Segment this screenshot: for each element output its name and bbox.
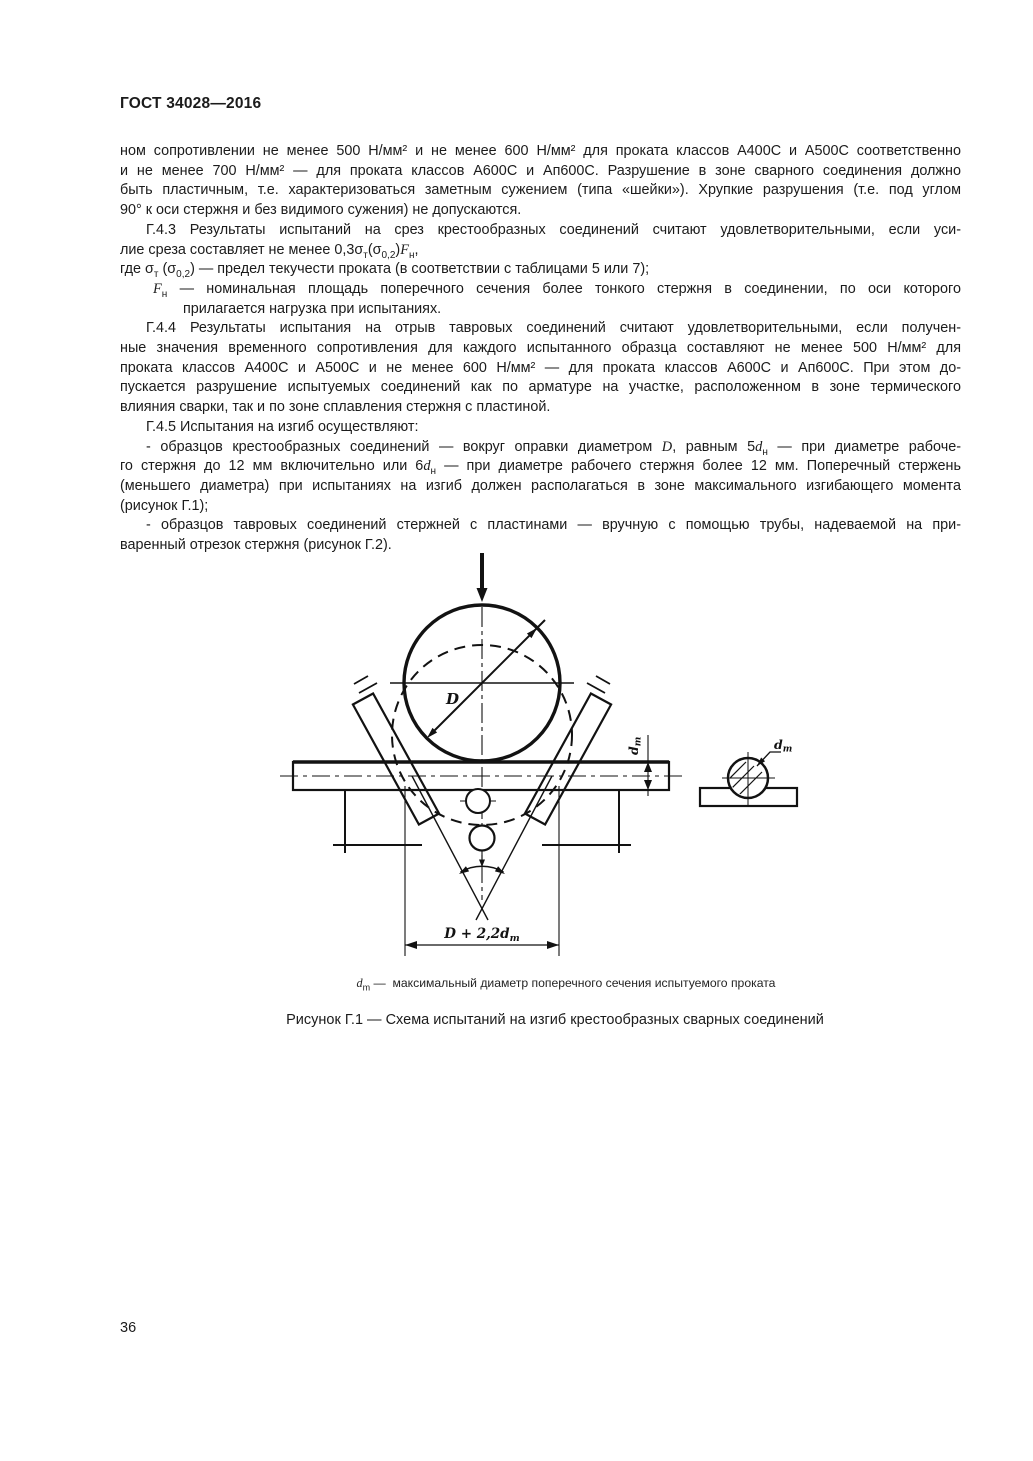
transverse-bar-final	[470, 826, 495, 851]
text-line: ные значения временного сопротивления для каждого испытанного образца составляют не менее 500 Н/мм² для	[120, 340, 961, 357]
text-line: влияния сварки, так и по зоне сплавления стержня с пластиной.	[120, 399, 551, 416]
page-number: 36	[120, 1320, 137, 1336]
text-line: варенный отрезок стержня (рисунок Г.2).	[120, 537, 392, 554]
figure-legend: $d_m$ — максимальный диаметр поперечного сечения испытуемого проката	[356, 976, 776, 993]
text-line: - образцов крестообразных соединений — вокруг оправки диаметром D, равным $5d_н$ — при диаметре рабоче-	[146, 438, 961, 458]
text-line: Г.4.4 Результаты испытания на отрыв тавровых соединений считают удовлетворительными, если получен-	[146, 320, 961, 337]
figure-g1	[270, 548, 950, 966]
text-line: проката классов А400С и А500С и не менее 600 Н/мм² — для проката классов А600С и Ап600С. При этом до-	[120, 359, 961, 376]
page-header: ГОСТ 34028—2016	[120, 95, 262, 112]
text-line: (рисунок Г.1);	[120, 497, 209, 514]
span-label: $D + 2,2d_m$	[444, 926, 520, 944]
mandrel-diameter-dimension	[427, 620, 545, 738]
text-line: (меньшего диаметра) при испытаниях на изгиб должен располагаться в зоне максимального изгибающего момента	[120, 477, 961, 494]
text-line: быть пластичным, т.е. характеризоваться заметным сужением (типа «шейки»). Хрупкие разрушения (т.е. под углом	[120, 182, 961, 199]
thickness-label: $d_m$	[626, 736, 644, 755]
cross-section-detail	[700, 737, 797, 806]
text-line: $F_н$ — номинальная площадь поперечного сечения более тонкого стержня в соединении, по оси которого	[153, 280, 961, 300]
text-line: лие среза составляет не менее $0,3\sigma_т(\sigma_{0,2})F_н$,	[120, 241, 419, 261]
text-line: - образцов тавровых соединений стержней с пластинами — вручную с помощью трубы, надеваемой на при-	[146, 517, 961, 534]
figure-g1-diagram	[270, 548, 950, 966]
text-line: Г.4.3 Результаты испытаний на срез крестообразных соединений считают удовлетворительными, если уси-	[146, 221, 961, 238]
figure-caption: Рисунок Г.1 — Схема испытаний на изгиб крестообразных сварных соединений	[286, 1012, 824, 1028]
detail-label: $d_m$	[774, 737, 793, 755]
transverse-bar-initial	[460, 789, 496, 813]
text-line: 90° к оси стержня и без видимого сужения) не допускаются.	[120, 202, 522, 219]
text-line: ном сопротивлении не менее 500 Н/мм² и не менее 600 Н/мм² для проката классов А400С и А500С соответственно	[120, 143, 961, 159]
text-line: пускается разрушение испытуемых соединений как по арматуре на участке, расположенном в зоне термического	[120, 379, 961, 396]
diameter-label: D	[446, 690, 460, 708]
text-line: Г.4.5 Испытания на изгиб осуществляют:	[146, 418, 419, 435]
text-line: прилагается нагрузка при испытаниях.	[183, 300, 442, 317]
body-text	[120, 142, 961, 556]
text-line: и не менее 700 Н/мм² — для проката классов А600С и Ап600С. Разрушение в зоне сварного соединения должно	[120, 162, 961, 179]
bar-thickness-dimension	[626, 735, 652, 796]
text-line: где $\sigma_т$ $(\sigma_{0,2})$ — предел текучести проката (в соответствии с таблицами 5 или 7);	[120, 261, 650, 281]
force-arrow	[477, 553, 488, 602]
text-line: го стержня до 12 мм включительно или $6d_н$ — при диаметре рабочего стержня более 12 мм. Поперечный стержень	[120, 458, 961, 478]
